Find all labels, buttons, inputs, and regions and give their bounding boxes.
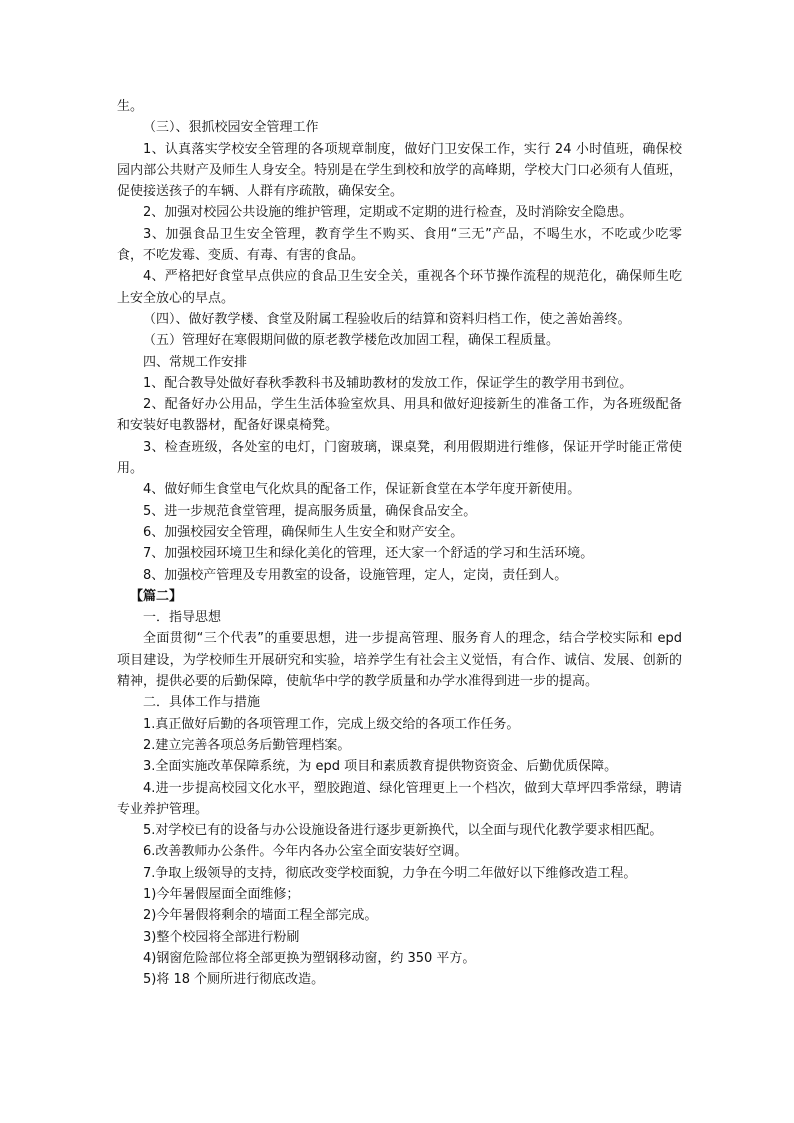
list-item: 2)今年暑假将剩余的墙面工程全部完成。: [143, 908, 378, 924]
paragraph: 8、加强校产管理及专用教室的设备，设施管理，定人，定岗，责任到人。: [143, 567, 568, 583]
section-heading: 一．指导思想: [143, 610, 222, 626]
paragraph: 7.争取上级领导的支持，彻底改变学校面貌，力争在今明二年做好以下维修改造工程。: [143, 865, 637, 881]
list-item: 4)钢窗危险部位将全部更换为塑钢移动窗，约 350 平方。: [143, 950, 476, 966]
document-body: [117, 96, 682, 990]
paragraph: 6.改善教师办公条件。今年内各办公室全面安装好空调。: [143, 844, 468, 860]
paragraph: 2.建立完善各项总务后勤管理档案。: [143, 737, 351, 753]
paragraph: 2、加强对校园公共设施的维护管理，定期或不定期的进行检查，及时消除安全隐患。: [143, 205, 633, 221]
section-heading: 二．具体工作与措施: [143, 695, 261, 711]
list-item: 1)今年暑假屋面全面维修；: [143, 886, 300, 902]
paragraph: 7、加强校园环境卫生和绿化美化的管理，还大家一个舒适的学习和生活环境。: [143, 546, 594, 562]
paragraph: 全面贯彻“三个代表”的重要思想，进一步提高管理、服务育人的理念，结合学校实际和 epd 项目建设，为学校师生开展研究和实验，培养学生有社会主义觉悟，有合作、诚信、发展、创新的精神，提供必要的后勤保障，使航华中学的教学质量和办学水准得到进一步的提高。: [117, 631, 682, 690]
paragraph: 3、加强食品卫生安全管理，教育学生不购买、食用“三无”产品，不喝生水，不吃或少吃零食，不吃发霉、变质、有毒、有害的食品。: [117, 226, 682, 264]
part-heading: 【篇二】: [130, 588, 183, 604]
paragraph: 4、做好师生食堂电气化炊具的配备工作，保证新食堂在本学年度开新使用。: [143, 482, 581, 498]
paragraph: 3.全面实施改革保障系统，为 epd 项目和素质教育提供物资资金、后勤优质保障。: [143, 759, 618, 775]
list-item: 5)将 18 个厕所进行彻底改造。: [143, 972, 325, 988]
paragraph: 1.真正做好后勤的各项管理工作，完成上级交给的各项工作任务。: [143, 716, 520, 732]
paragraph: （四）、做好教学楼、食堂及附属工程验收后的结算和资料归档工作，使之善始善终。: [143, 311, 631, 327]
paragraph: 5、进一步规范食堂管理，提高服务质量，确保食品安全。: [143, 503, 477, 519]
paragraph: 生。: [117, 99, 144, 114]
section-heading: 四、常规工作安排: [143, 354, 248, 370]
paragraph: 3、检查班级，各处室的电灯，门窗玻璃，课桌凳，利用假期进行维修，保证开学时能正常使用。: [117, 439, 682, 477]
paragraph: 2、配备好办公用品，学生生活体验室炊具、用具和做好迎接新生的准备工作，为各班级配备和安装好电教器材，配备好课桌椅凳。: [117, 397, 682, 434]
paragraph: （三）、狠抓校园安全管理工作: [143, 120, 319, 136]
paragraph: （五）管理好在寒假期间做的原老教学楼危改加固工程，确保工程质量。: [143, 333, 560, 349]
paragraph: 1、配合教导处做好春秋季教科书及辅助教材的发放工作，保证学生的教学用书到位。: [143, 375, 633, 391]
paragraph: 6、加强校园安全管理，确保师生人生安全和财产安全。: [143, 524, 464, 540]
paragraph: 4、严格把好食堂早点供应的食品卫生安全关，重视各个环节操作流程的规范化，确保师生吃上安全放心的早点。: [117, 269, 682, 306]
paragraph: 4.进一步提高校园文化水平，塑胶跑道、绿化管理更上一个档次，做到大草坪四季常绿，聘请专业养护管理。: [117, 780, 682, 817]
paragraph: 5.对学校已有的设备与办公设施设备进行逐步更新换代，以全面与现代化教学要求相匹配。: [143, 823, 663, 839]
list-item: 3)整个校园将全部进行粉刷: [143, 929, 300, 945]
paragraph: 1、认真落实学校安全管理的各项规章制度，做好门卫安保工作，实行 24 小时值班，确保校园内部公共财产及师生人身安全。特别是在学生到校和放学的高峰期，学校大门口必须有人值班，促使接送孩子的车辆、人群有序疏散，确保安全。: [117, 141, 682, 200]
